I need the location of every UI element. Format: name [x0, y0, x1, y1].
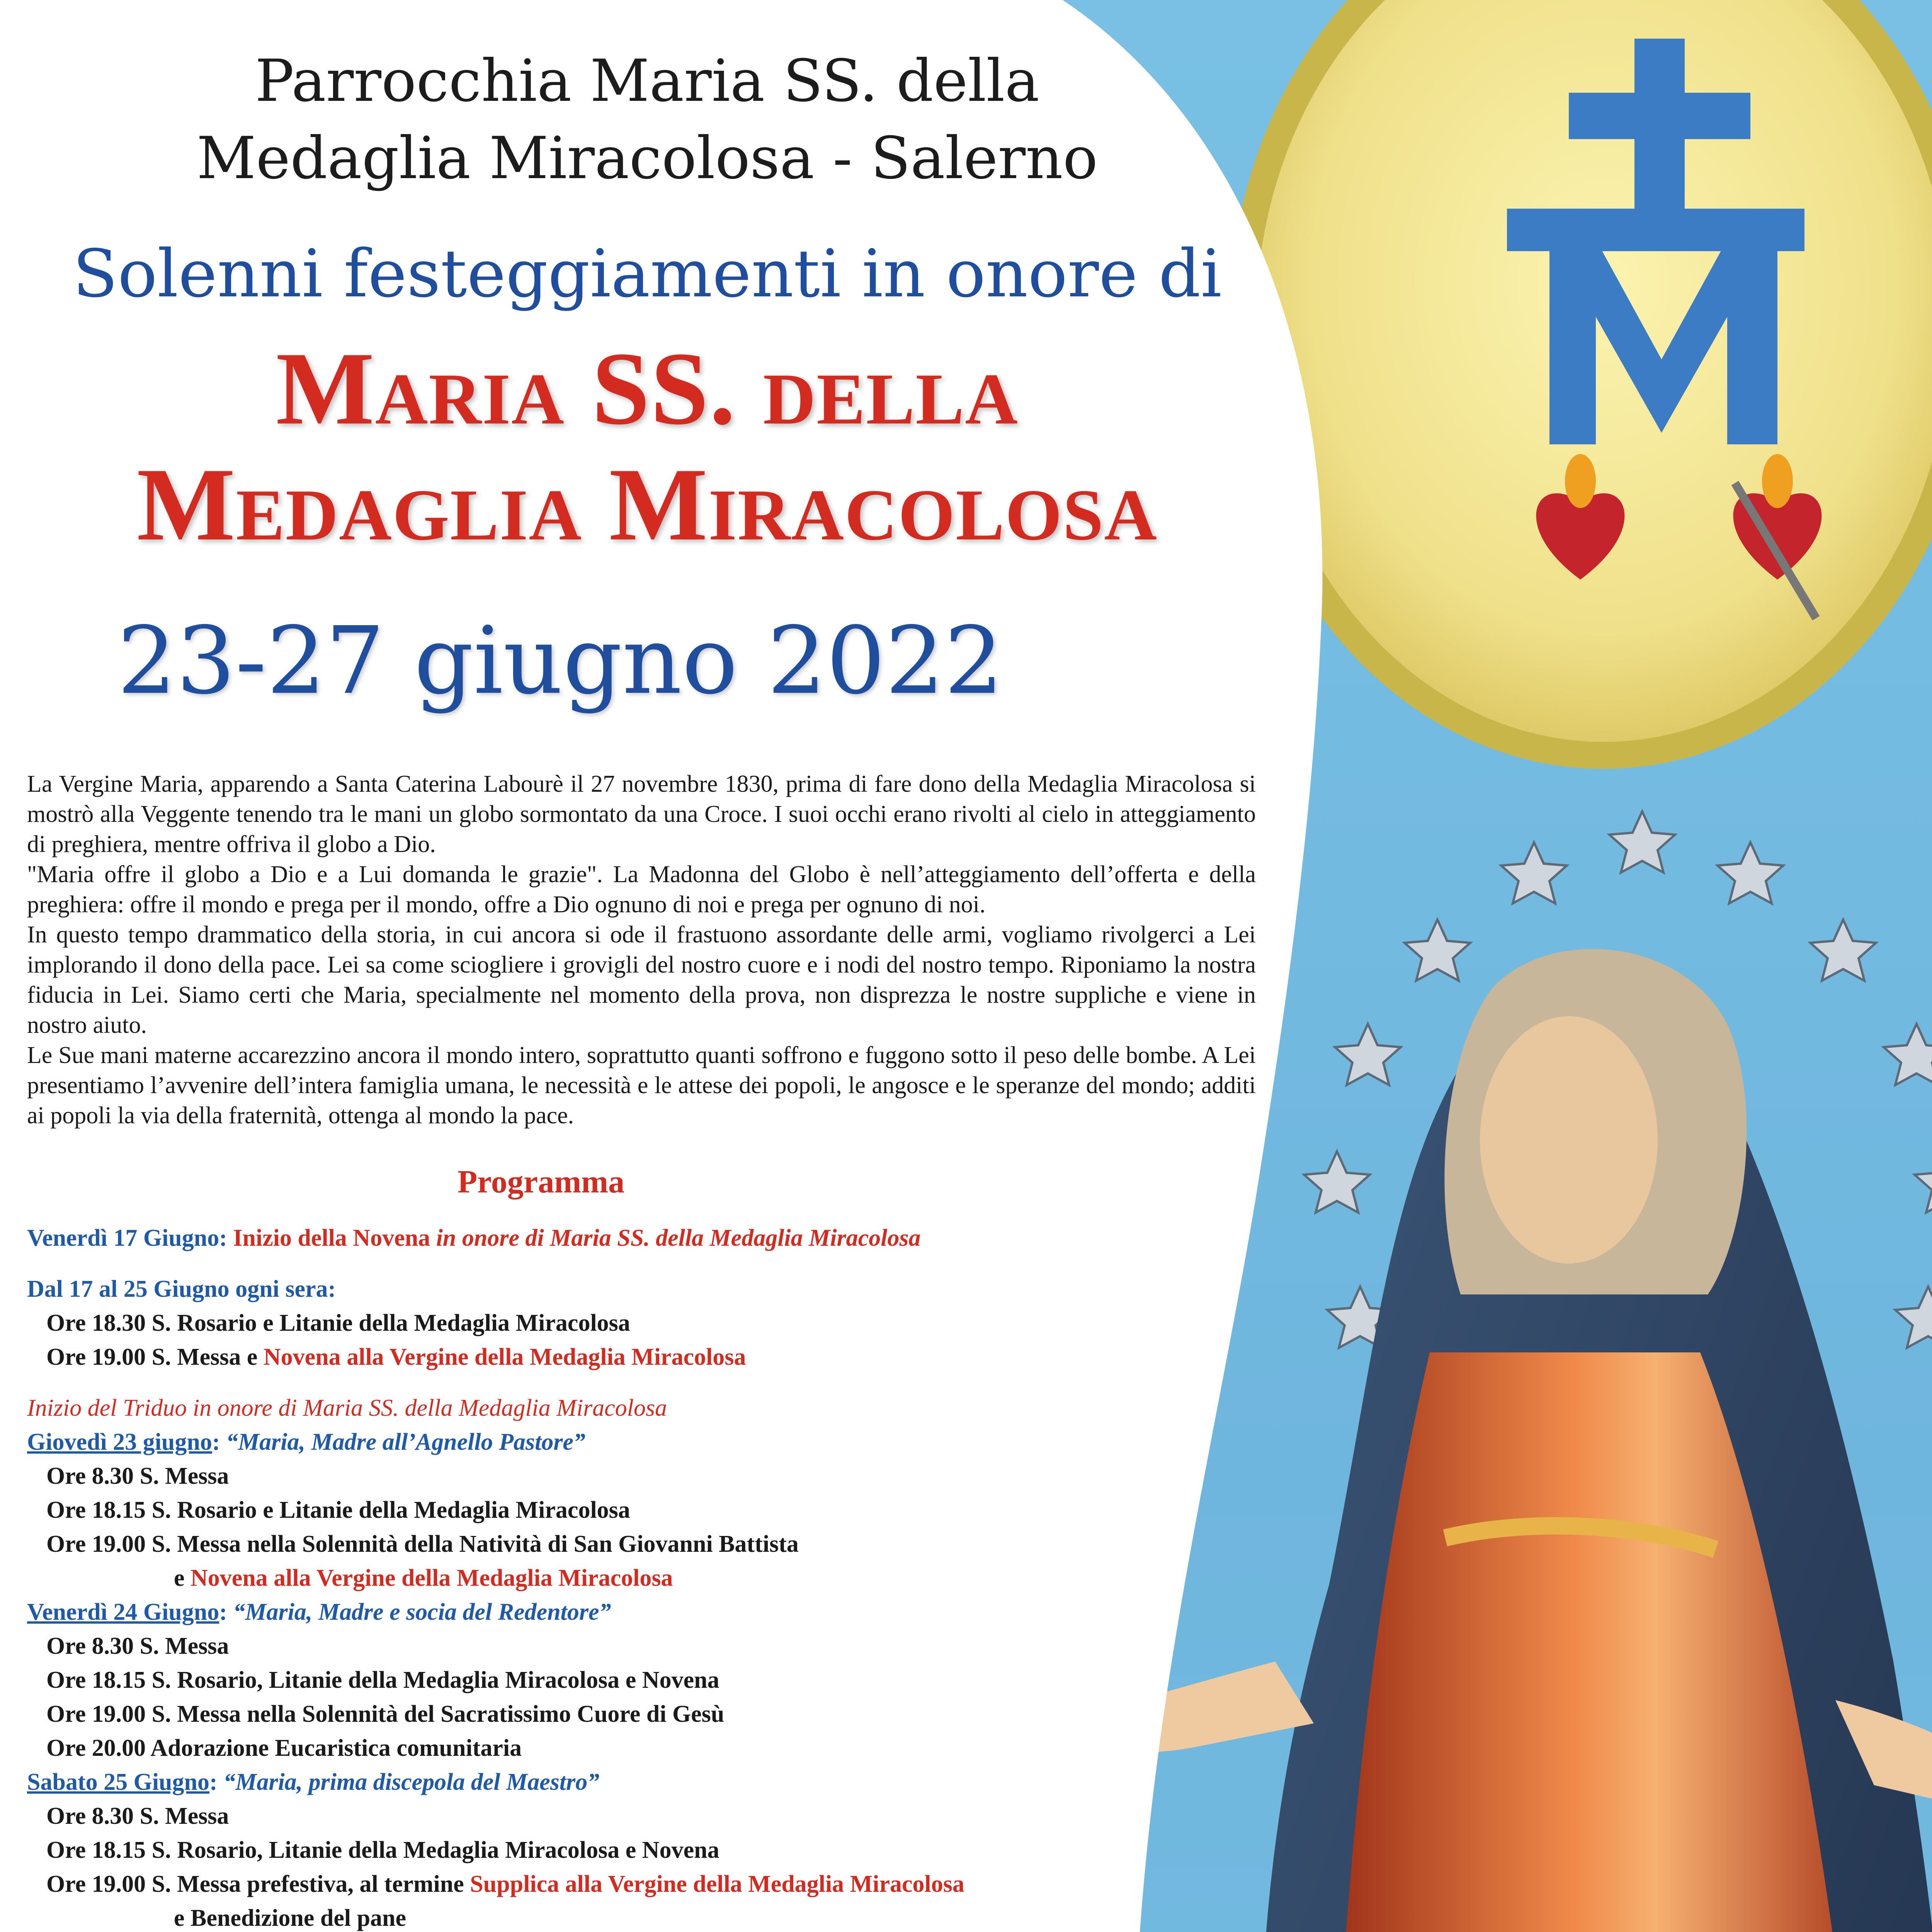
title-line1: Maria SS. della [276, 331, 1019, 446]
intro-paragraph: La Vergine Maria, apparendo a Santa Caterina Labourè il 27 novembre 1830, prima di fare dono della Medaglia Miracolosa si mostrò alla Veggente tenendo tra le mani un globo sormontato da una Croce. I suoi occhi erano rivolti al cielo in atteggiamento di preghiera, mentre offriva il globo a Dio. [27, 771, 1256, 857]
event-subtitle: Solenni festeggiamenti in onore di [73, 236, 1222, 312]
program-friday-17: Venerdì 17 Giugno: Inizio della Novena in onore di Maria SS. della Medaglia Miracolosa [27, 1225, 921, 1251]
program-line: Ore 18.15 S. Rosario e Litanie della Medaglia Miracolosa [46, 1497, 630, 1523]
program-line: Ore 19.00 S. Messa nella Solennità della Natività di San Giovanni Battista [46, 1531, 799, 1557]
program-line: e Benedizione del pane [174, 1905, 406, 1931]
program-line: Ore 8.30 S. Messa [46, 1633, 229, 1659]
intro-text [27, 769, 1256, 1131]
program-line: Ore 18.15 S. Rosario, Litanie della Medaglia Miracolosa e Novena [46, 1837, 719, 1863]
intro-paragraph: "Maria offre il globo a Dio e a Lui domanda le grazie". La Madonna del Globo è nell’atteggiamento dell’offerta e della preghiera: offre il mondo e prega per il mondo, offre a Dio ognuno di noi e prega per ognuno di noi. [27, 861, 1256, 918]
triduo-heading: Inizio del Triduo in onore di Maria SS. della Medaglia Miracolosa [27, 1395, 667, 1421]
program-line: Ore 18.15 S. Rosario, Litanie della Medaglia Miracolosa e Novena [46, 1667, 719, 1693]
intro-paragraph: In questo tempo drammatico della storia, in cui ancora si ode il frastuono assordante delle armi, vogliamo rivolgerci a Lei implorando il dono della pace. Lei sa come sciogliere i grovigli del nostro cuore e i nodi del nostro tempo. Riponiamo la nostra fiducia in Lei. Siamo certi che Maria, specialmente nel momento della prova, non disprezza le nostre suppliche e viene in nostro aiuto. [27, 922, 1256, 1038]
program-line: Ore 8.30 S. Messa [46, 1463, 229, 1489]
program-line: Ore 19.00 S. Messa prefestiva, al termine Supplica alla Vergine della Medaglia Miracolosa [46, 1871, 964, 1897]
program-thursday-23: Giovedì 23 giugno: “Maria, Madre all’Agnello Pastore” [27, 1429, 586, 1455]
intro-paragraph: Le Sue mani materne accarezzino ancora il mondo intero, soprattutto quanti soffrono e fuggono sotto il peso delle bombe. A Lei presentiamo l’avvenire dell’intera famiglia umana, le necessità e le attese dei popoli, le angosce e le speranze del mondo; additi ai popoli la via della fraternità, ottenga al mondo la pace. [27, 1042, 1256, 1129]
title-line2: Medaglia Miracolosa [136, 447, 1158, 562]
program-saturday-25: Sabato 25 Giugno: “Maria, prima discepola del Maestro” [27, 1769, 600, 1795]
program-friday-24: Venerdì 24 Giugno: “Maria, Madre e socia del Redentore” [27, 1599, 611, 1625]
program-line: Ore 19.00 S. Messa nella Solennità del Sacratissimo Cuore di Gesù [46, 1701, 724, 1727]
program-line: Ore 20.00 Adorazione Eucaristica comunitaria [46, 1735, 522, 1761]
event-dates: 23-27 giugno 2022 [117, 607, 1003, 715]
program-line: Ore 8.30 S. Messa [46, 1803, 229, 1829]
program-list [27, 1221, 1186, 1932]
day-label: Venerdì 17 Giugno: [27, 1225, 227, 1251]
program-line: e Novena alla Vergine della Medaglia Miracolosa [174, 1565, 673, 1591]
parish-name-line2: Medaglia Miracolosa - Salerno [196, 125, 1098, 192]
program-line: Ore 18.30 S. Rosario e Litanie della Medaglia Miracolosa [46, 1310, 630, 1336]
program-line: Ore 19.00 S. Messa e Novena alla Vergine della Medaglia Miracolosa [46, 1344, 746, 1370]
parish-name-line1: Parrocchia Maria SS. della [255, 48, 1039, 115]
program-title: Programma [457, 1164, 625, 1200]
evenings-heading: Dal 17 al 25 Giugno ogni sera: [27, 1276, 336, 1302]
